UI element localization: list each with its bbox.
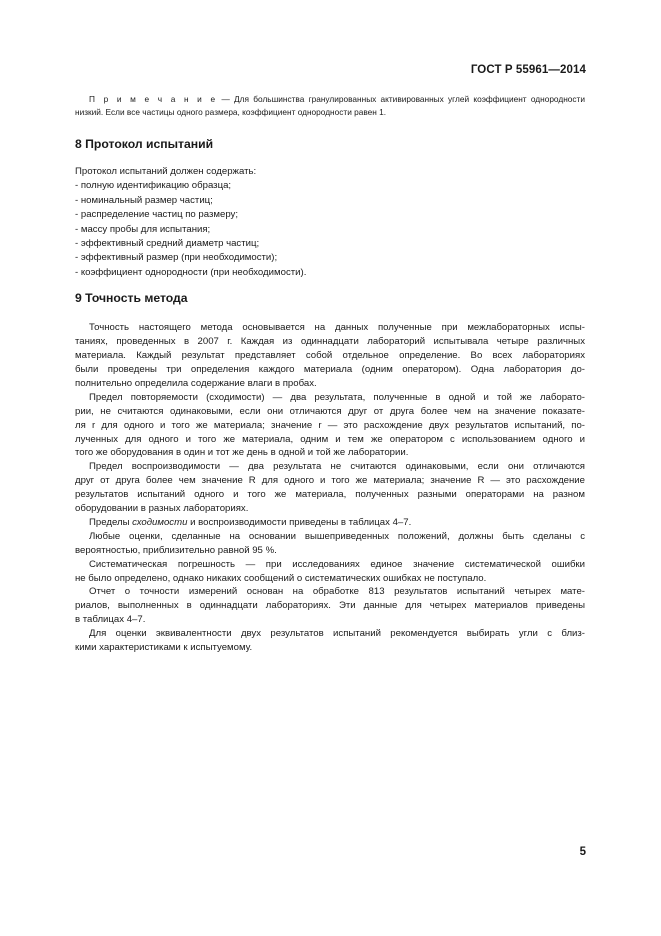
paragraph-repeatability: Предел повторяемости (сходимости) — два результата, полученные в одной и той же лаборато- рии, не считаются одинаковыми, если они отличаются друг от друга более чем на значение показате- ля r для одного и того же материала; значение r — это расхождение двух результатов испытаний, по- лученных для одного и того же материала, одним и тем же оператором с использованием одного и того же оборудования в один и тот же день в одной и той же лаборатории. — [75, 391, 585, 459]
list-item: - эффективный размер (при необходимости); — [75, 252, 278, 264]
note-label: П р и м е ч а н и е — [89, 94, 218, 104]
note-line-1 — [75, 93, 585, 106]
document-id-header: ГОСТ Р 55961—2014 — [470, 64, 586, 76]
section-8-title: 8 Протокол испытаний — [75, 137, 214, 151]
paragraph-limits: Пределы сходимости и воспроизводимости приведены в таблицах 4–7. — [89, 516, 412, 528]
note-block — [75, 93, 585, 118]
paragraph-equivalence: Для оценки эквивалентности двух результатов испытаний рекомендуется выбирать угли с близ- кими характеристиками к испытуемому. — [75, 628, 585, 654]
note-text-1: — Для большинства гранулированных активированных углей коэффициент однородности — [217, 94, 585, 104]
protocol-intro: Протокол испытаний должен содержать: — [75, 166, 257, 177]
note-line-2: низкий. Если все частицы одного размера, коэффициент однородности равен 1. — [75, 106, 387, 117]
paragraph-accuracy: Точность настоящего метода основывается на данных полученные при межлабораторных испы- таниях, проведенных в 2007 г. Каждая из одиннадцати лабораторий испытывала четыре различных материала. Каждый результат представляет собой отдельное определение. Во всех лабораториях были проведены три определения каждого материала (одним оператором). Одна лаборатория до- полнительно определила содержание влаги в пробах. — [75, 322, 585, 389]
list-item: - полную идентификацию образца; — [75, 180, 232, 192]
paragraph-estimates: Любые оценки, сделанные на основании вышеприведенных положений, должны быть сделаны с вероятностью, приблизительно равной 95 %. — [75, 530, 585, 556]
section-9-body — [75, 321, 585, 655]
page-content — [75, 93, 585, 655]
list-item: - номинальный размер частиц; — [75, 194, 213, 206]
paragraph-report: Отчет о точности измерений основан на обработке 813 результатов испытаний четырех мате- риалов, выполненных в одиннадцати лабораториях. Эти данные для четырех материалов приведены в таблицах 4–7. — [75, 586, 585, 626]
italic-term: сходимости — [132, 516, 188, 528]
section-9-title: 9 Точность метода — [75, 291, 188, 306]
list-item: - коэффициент однородности (при необходимости). — [75, 266, 307, 278]
page-number: 5 — [579, 846, 586, 858]
list-item: - распределение частиц по размеру; — [75, 209, 239, 221]
list-item: - массу пробы для испытания; — [75, 223, 211, 235]
paragraph-systematic-error: Систематическая погрешность — при исследованиях единое значение систематической ошибки не было определено, однако никаких сообщений о систематических ошибках не поступало. — [75, 558, 585, 584]
list-item: - эффективный средний диаметр частиц; — [75, 238, 260, 250]
protocol-list — [75, 165, 585, 280]
paragraph-reproducibility: Предел воспроизводимости — два результата не считаются одинаковыми, если они отличаются друг от друга более чем значение R для одного и того же материала; значение R — это расхождение результатов испытаний одного и того же материала, полученных разными операторами на разном оборудовании в разных лабораториях. — [75, 461, 585, 515]
